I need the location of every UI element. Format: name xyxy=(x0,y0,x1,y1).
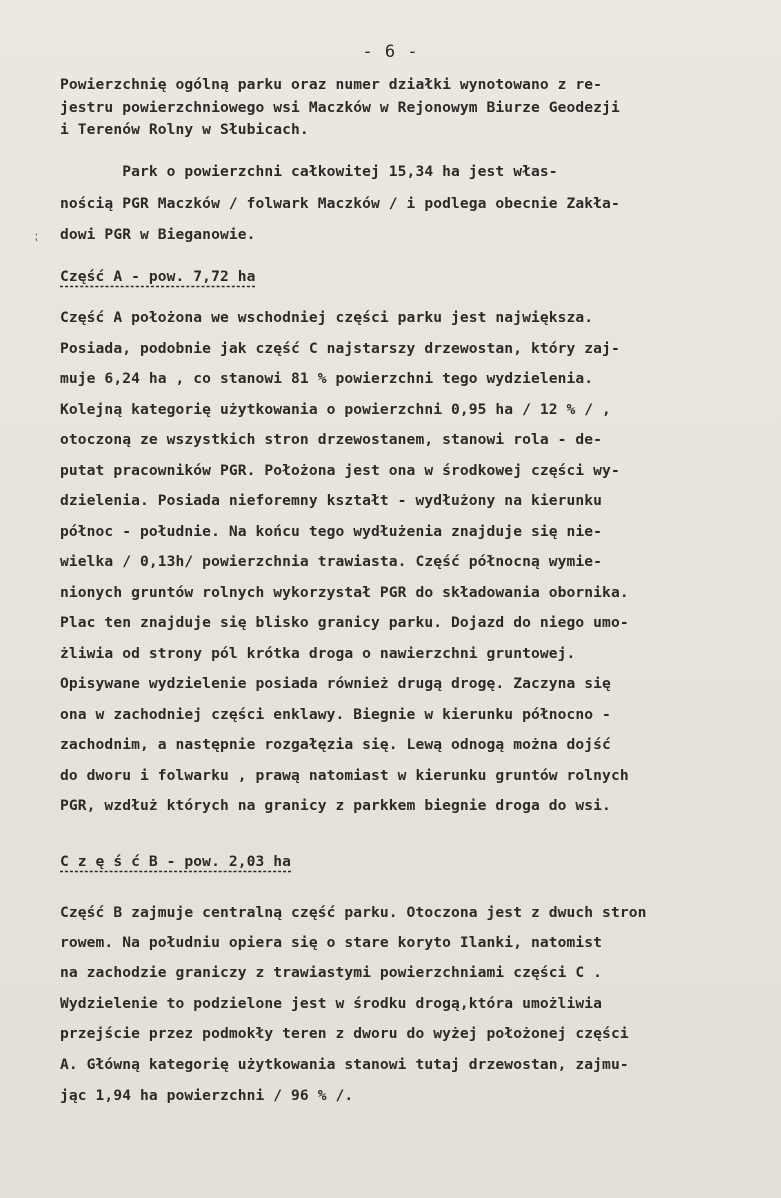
section-b-line: Wydzielenie to podzielone jest w środku drogą,która umożliwia xyxy=(60,995,603,1012)
paragraph-2-line: nością PGR Maczków / folwark Maczków / i podlega obecnie Zakła- xyxy=(60,195,620,212)
paragraph-1-line: i Terenów Rolny w Słubicach. xyxy=(60,121,309,138)
section-b-line: na zachodzie graniczy z trawiastymi powierzchniami części C . xyxy=(60,964,603,981)
section-a-line: dzielenia. Posiada nieforemny kształt - wydłużony na kierunku xyxy=(60,492,603,509)
section-a-line: putat pracowników PGR. Położona jest ona w środkowej części wy- xyxy=(60,462,620,479)
section-a-line: nionych gruntów rolnych wykorzystał PGR do składowania obornika. xyxy=(60,584,629,601)
paragraph-1-line: Powierzchnię ogólną parku oraz numer działki wynotowano z re- xyxy=(60,76,603,93)
section-b-line: A. Główną kategorię użytkowania stanowi tutaj drzewostan, zajmu- xyxy=(60,1056,629,1073)
section-a-line: do dworu i folwarku , prawą natomiast w kierunku gruntów rolnych xyxy=(60,767,629,784)
section-b-heading: C z ę ś ć B - pow. 2,03 ha xyxy=(60,853,292,870)
section-a-line: muje 6,24 ha , co stanowi 81 % powierzchni tego wydzielenia. xyxy=(60,370,594,387)
section-a-heading: Część A - pow. 7,72 ha xyxy=(60,268,256,285)
section-b-line: przejście przez podmokły teren z dworu do wyżej położonej części xyxy=(60,1025,629,1042)
paragraph-1-line: jestru powierzchniowego wsi Maczków w Rejonowym Biurze Geodezji xyxy=(60,99,620,116)
section-a-line: północ - południe. Na końcu tego wydłużenia znajduje się nie- xyxy=(60,523,603,540)
section-a-line: Część A położona we wschodniej części parku jest największa. xyxy=(60,309,594,326)
section-a-line: zachodnim, a następnie rozgałęzia się. Lewą odnogą można dojść xyxy=(60,736,611,753)
section-b-line: rowem. Na południu opiera się o stare koryto Ilanki, natomist xyxy=(60,934,603,951)
section-a-line: Opisywane wydzielenie posiada również drugą drogę. Zaczyna się xyxy=(60,675,611,692)
section-a-line: otoczoną ze wszystkich stron drzewostanem, stanowi rola - de- xyxy=(60,431,603,448)
margin-mark: ⁏ xyxy=(34,229,39,243)
section-b-line: jąc 1,94 ha powierzchni / 96 % /. xyxy=(60,1087,354,1104)
paragraph-2-line: dowi PGR w Bieganowie. xyxy=(60,226,256,243)
section-a-line: ona w zachodniej części enklawy. Biegnie w kierunku północno - xyxy=(60,706,611,723)
section-a-line: żliwia od strony pól krótka droga o nawierzchni gruntowej. xyxy=(60,645,576,662)
section-a-line: PGR, wzdłuż których na granicy z parkkem biegnie droga do wsi. xyxy=(60,797,611,814)
section-a-line: Posiada, podobnie jak część C najstarszy drzewostan, który zaj- xyxy=(60,340,620,357)
section-a-line: Kolejną kategorię użytkowania o powierzchni 0,95 ha / 12 % / , xyxy=(60,401,611,418)
page-number: - 6 - xyxy=(362,42,419,62)
section-b-line: Część B zajmuje centralną część parku. Otoczona jest z dwuch stron xyxy=(60,904,647,921)
paragraph-2-line: Park o powierzchni całkowitej 15,34 ha jest włas- xyxy=(60,163,558,180)
section-a-line: Plac ten znajduje się blisko granicy parku. Dojazd do niego umo- xyxy=(60,614,629,631)
section-a-line: wielka / 0,13h/ powierzchnia trawiasta. Część północną wymie- xyxy=(60,553,603,570)
